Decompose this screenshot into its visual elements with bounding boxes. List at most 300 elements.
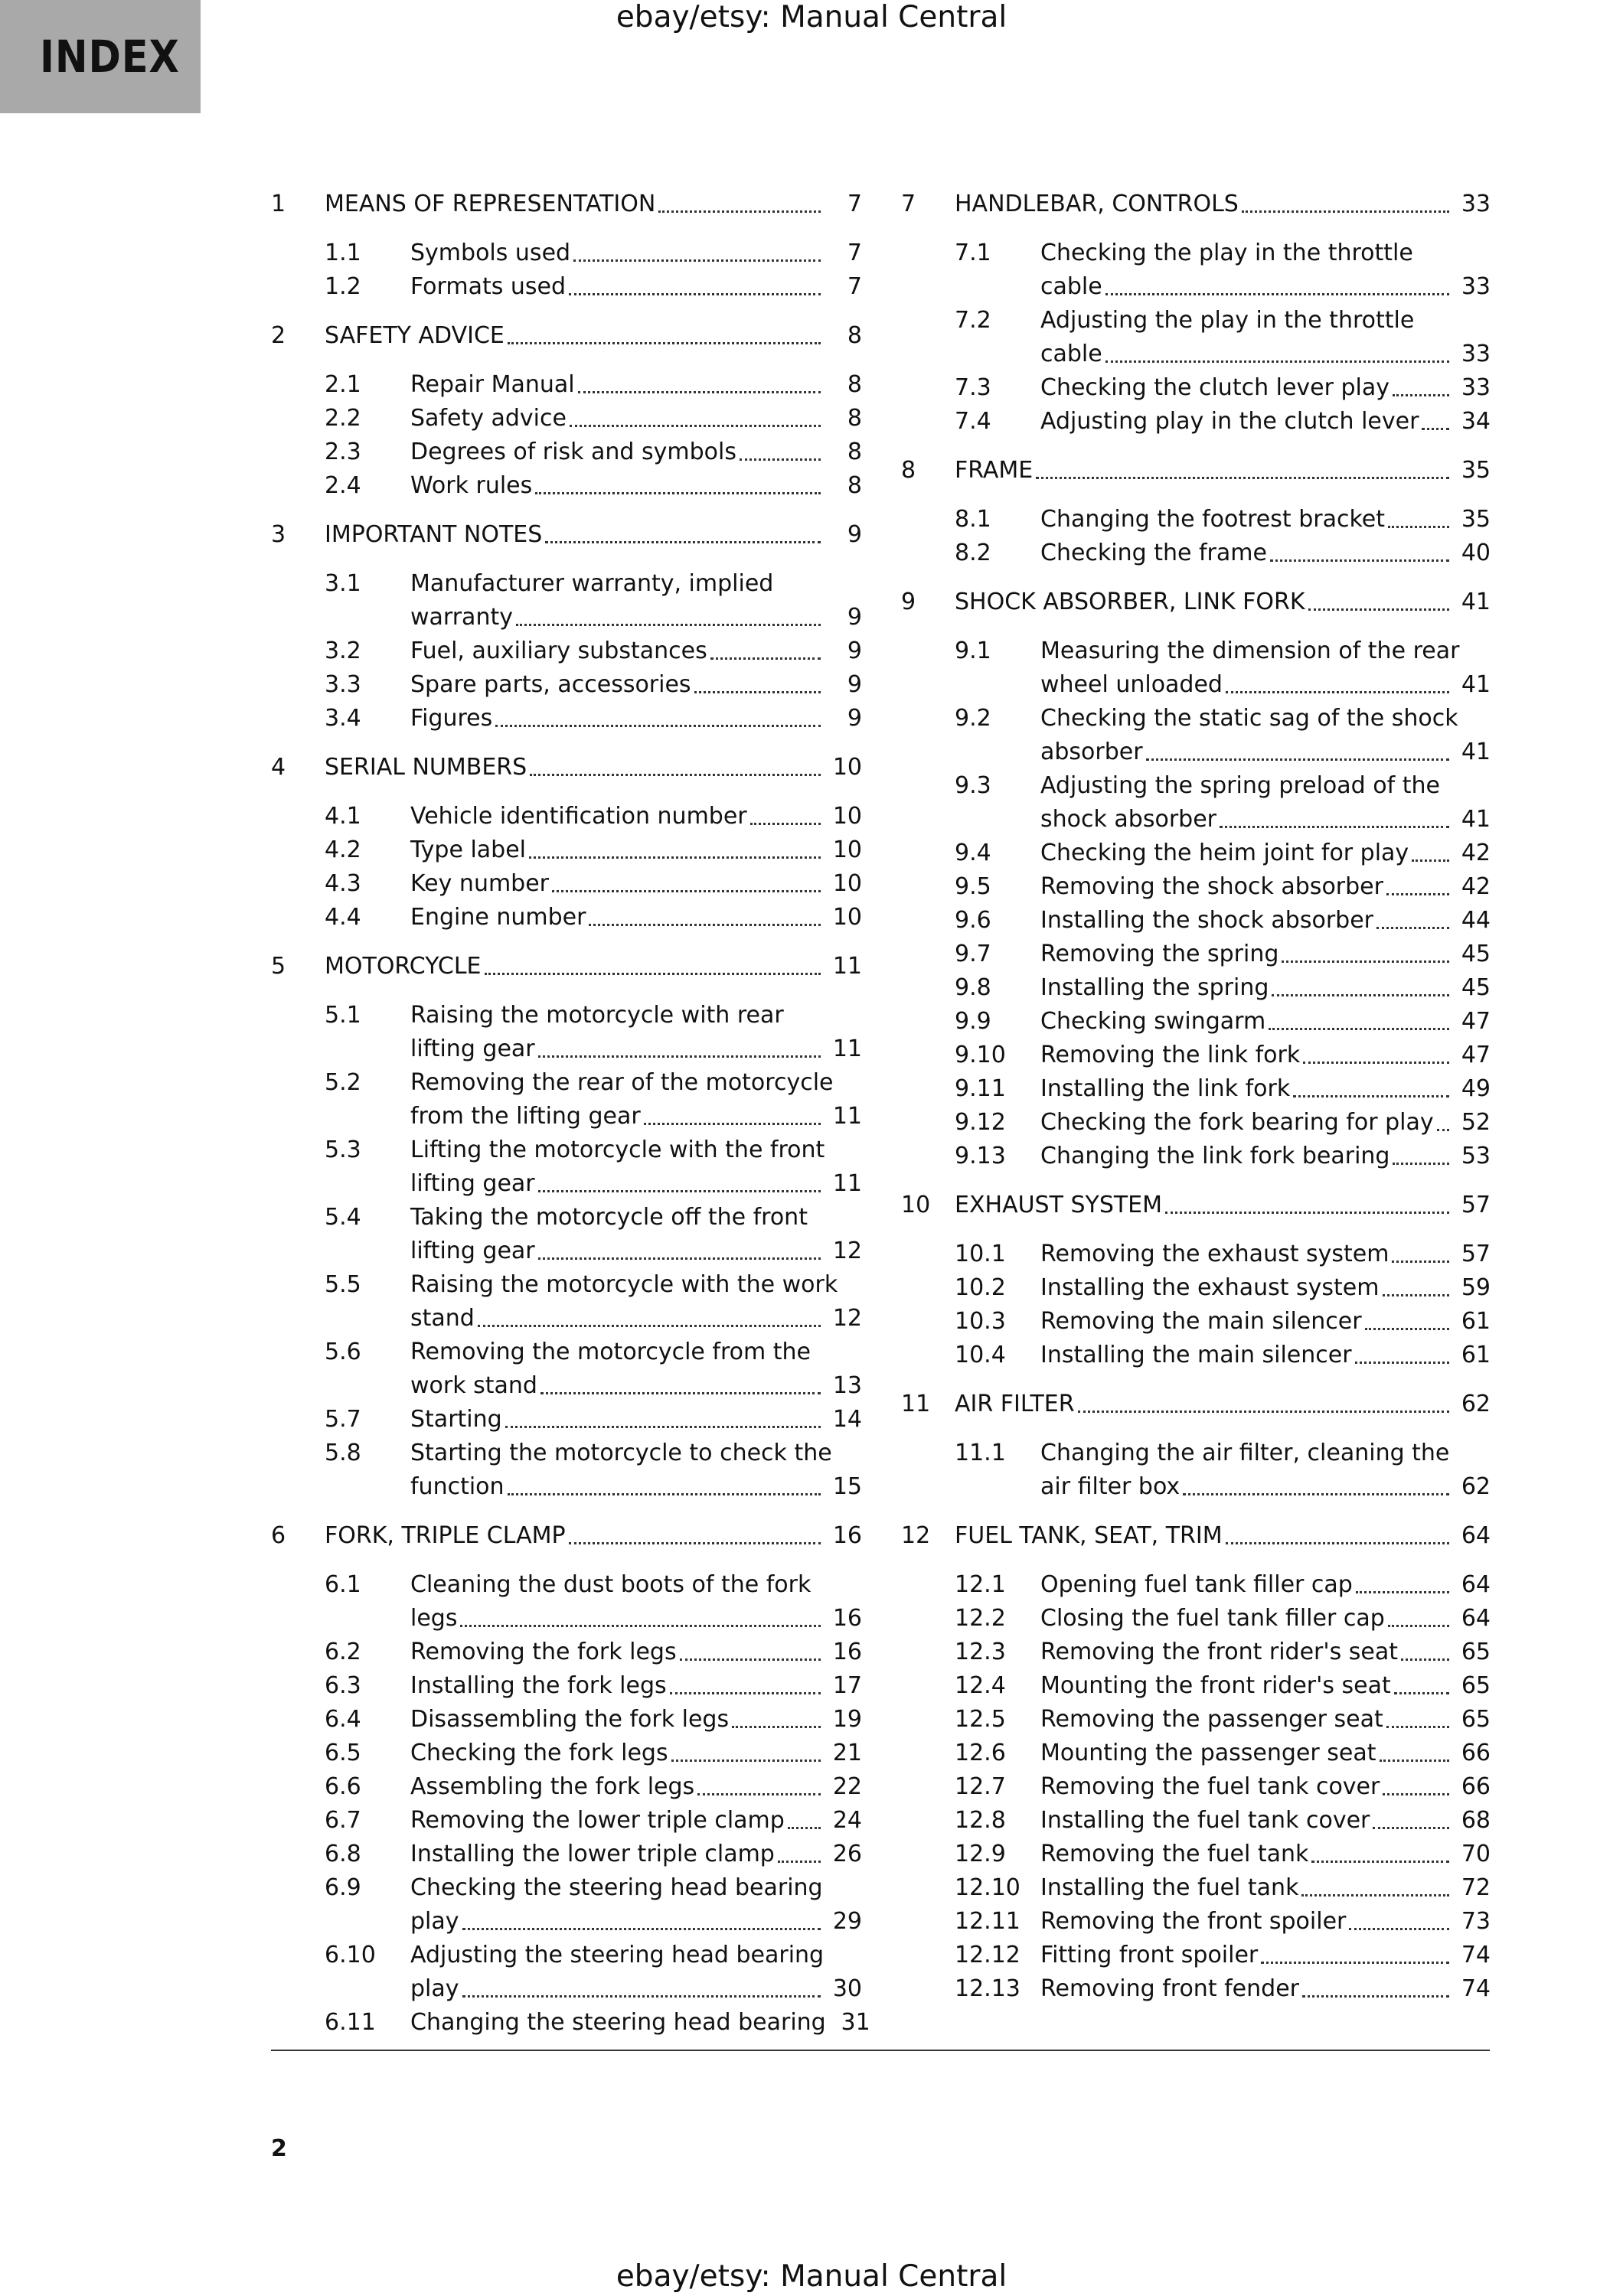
toc-section[interactable]	[955, 769, 1491, 837]
toc-section[interactable]	[325, 867, 862, 901]
toc-line	[325, 518, 862, 552]
toc-section[interactable]	[325, 567, 862, 634]
section-title	[410, 1133, 862, 1201]
section-title	[410, 1703, 862, 1737]
toc-line	[410, 867, 862, 901]
toc-line	[410, 800, 862, 833]
toc-section[interactable]	[325, 1770, 862, 1804]
toc-section[interactable]	[955, 938, 1491, 971]
section-title	[410, 469, 862, 503]
section-number: 12.6	[955, 1740, 1006, 1766]
toc-section[interactable]	[325, 368, 862, 402]
toc-section[interactable]	[955, 503, 1491, 536]
dot-leader	[1270, 559, 1449, 562]
toc-section[interactable]	[325, 236, 862, 270]
toc-section[interactable]	[955, 904, 1491, 938]
dot-leader	[1105, 293, 1449, 295]
toc-section[interactable]	[325, 1437, 862, 1504]
section-number: 4.1	[325, 803, 361, 830]
toc-line	[1040, 503, 1491, 536]
chapter-title	[955, 1519, 1491, 1553]
section-title	[1040, 870, 1491, 904]
toc-line	[410, 833, 862, 867]
toc-chapter[interactable]	[271, 518, 862, 552]
toc-line-text: warranty	[410, 604, 513, 631]
toc-page-number: 41	[1461, 806, 1491, 833]
section-number: 6.7	[325, 1807, 361, 1834]
toc-line	[410, 1268, 862, 1302]
section-number: 9.4	[955, 840, 991, 866]
toc-line-text: Removing the rear of the motorcycle	[410, 1069, 834, 1096]
toc-page-number: 22	[832, 1773, 862, 1800]
dot-leader	[538, 1190, 821, 1192]
toc-line	[955, 1519, 1491, 1553]
section-title	[1040, 1636, 1491, 1669]
toc-line-text: Installing the fuel tank cover	[1040, 1807, 1370, 1834]
toc-line	[410, 668, 862, 702]
toc-section[interactable]	[955, 1972, 1491, 2006]
toc-page-number: 16	[832, 1639, 862, 1665]
toc-section[interactable]	[955, 1039, 1491, 1072]
dot-leader	[1078, 1411, 1449, 1413]
toc-section[interactable]	[955, 1804, 1491, 1838]
toc-section[interactable]	[955, 304, 1491, 371]
toc-section[interactable]	[325, 402, 862, 435]
toc-section[interactable]	[955, 236, 1491, 304]
toc-line-text: Degrees of risk and symbols	[410, 439, 736, 465]
toc-line	[1040, 938, 1491, 971]
toc-line	[1040, 702, 1491, 735]
toc-section[interactable]	[955, 1602, 1491, 1636]
section-title	[410, 901, 862, 934]
toc-section[interactable]	[955, 1905, 1491, 1939]
toc-line-text: Removing the motorcycle from the	[410, 1339, 812, 1365]
chapter-page-number: 10	[832, 754, 862, 781]
section-title	[1040, 904, 1491, 938]
toc-section[interactable]	[955, 1636, 1491, 1669]
section-title	[1040, 1905, 1491, 1939]
dot-leader	[529, 856, 821, 859]
dot-leader	[680, 1658, 821, 1661]
toc-chapter[interactable]	[271, 751, 862, 784]
toc-page-number: 29	[832, 1908, 862, 1935]
toc-section[interactable]	[955, 371, 1491, 405]
toc-section[interactable]	[325, 702, 862, 735]
toc-line-text: Removing the link fork	[1040, 1042, 1301, 1068]
dot-leader	[1261, 1962, 1449, 1964]
section-number: 6.3	[325, 1672, 361, 1699]
toc-line-text: lifting gear	[410, 1238, 535, 1264]
dot-leader	[697, 1793, 821, 1795]
chapter-page-number: 62	[1461, 1391, 1491, 1417]
chapter-spacer	[901, 570, 1491, 585]
section-number: 6.6	[325, 1773, 361, 1800]
section-number: 10.2	[955, 1274, 1006, 1301]
section-number: 12.5	[955, 1706, 1006, 1733]
toc-page-number: 9	[847, 604, 862, 631]
toc-section[interactable]	[955, 405, 1491, 439]
chapter-title-text: IMPORTANT NOTES	[325, 521, 543, 548]
section-title	[1040, 405, 1491, 439]
toc-line-text: function	[410, 1473, 505, 1500]
toc-line	[1040, 338, 1491, 371]
section-title	[1040, 837, 1491, 870]
toc-page-number: 10	[832, 904, 862, 931]
toc-line	[1040, 837, 1491, 870]
dot-leader	[530, 774, 821, 776]
toc-page-number: 12	[832, 1305, 862, 1332]
toc-section[interactable]	[955, 1770, 1491, 1804]
chapter-spacer	[271, 735, 862, 751]
section-number: 12.2	[955, 1605, 1006, 1632]
toc-line	[1040, 1305, 1491, 1339]
toc-line	[325, 950, 862, 983]
chapter-title-text: EXHAUST SYSTEM	[955, 1192, 1163, 1218]
toc-line	[1040, 1140, 1491, 1173]
toc-page-number: 7	[847, 273, 862, 300]
toc-section[interactable]	[955, 971, 1491, 1005]
toc-line	[1040, 735, 1491, 769]
section-number: 5.4	[325, 1204, 361, 1231]
toc-section[interactable]	[325, 1336, 862, 1403]
section-title	[410, 402, 862, 435]
toc-line-text: Removing front fender	[1040, 1975, 1299, 2002]
toc-chapter[interactable]	[901, 585, 1491, 619]
toc-line-text: Manufacturer warranty, implied	[410, 570, 774, 597]
section-title	[410, 1336, 862, 1403]
chapter-number: 6	[271, 1522, 286, 1549]
section-title	[410, 1770, 862, 1804]
section-title	[1040, 1972, 1491, 2006]
toc-line-text: Removing the fuel tank cover	[1040, 1773, 1380, 1800]
index-tab	[0, 0, 201, 113]
toc-page-number: 33	[1461, 273, 1491, 300]
toc-line-text: Mounting the passenger seat	[1040, 1740, 1376, 1766]
toc-line-text: cable	[1040, 341, 1102, 367]
section-title	[410, 1066, 862, 1133]
section-number: 9.9	[955, 1008, 991, 1035]
toc-section[interactable]	[955, 1005, 1491, 1039]
dot-leader	[508, 342, 821, 344]
toc-section[interactable]	[955, 1703, 1491, 1737]
dot-leader	[1356, 1591, 1449, 1593]
toc-section[interactable]	[955, 1305, 1491, 1339]
section-title	[410, 567, 862, 634]
toc-line	[1040, 1039, 1491, 1072]
chapter-number: 8	[901, 457, 916, 484]
toc-section[interactable]	[325, 2006, 870, 2040]
toc-line-text: Removing the lower triple clamp	[410, 1807, 785, 1834]
toc-line	[1040, 904, 1491, 938]
toc-section[interactable]	[955, 1339, 1491, 1372]
dot-leader	[1272, 994, 1449, 996]
section-title	[410, 800, 862, 833]
dot-leader	[1373, 1827, 1449, 1829]
chapter-number: 4	[271, 754, 286, 781]
dot-leader	[778, 1861, 821, 1863]
toc-section[interactable]	[955, 1939, 1491, 1972]
toc-chapter[interactable]	[271, 950, 862, 983]
toc-page-number: 64	[1461, 1605, 1491, 1632]
toc-section[interactable]	[325, 1568, 862, 1636]
toc-line	[410, 435, 862, 469]
section-title	[410, 1201, 862, 1268]
section-title	[1040, 1437, 1491, 1504]
toc-page-number: 62	[1461, 1473, 1491, 1500]
toc-page-number: 73	[1461, 1908, 1491, 1935]
toc-line	[325, 319, 862, 353]
section-title	[1040, 1602, 1491, 1636]
toc-page-number: 17	[832, 1672, 862, 1699]
toc-section[interactable]	[325, 1403, 862, 1437]
toc-section[interactable]	[955, 1140, 1491, 1173]
section-number: 6.2	[325, 1639, 361, 1665]
toc-section[interactable]	[325, 1636, 862, 1669]
toc-line	[410, 1403, 862, 1437]
section-number: 7.2	[955, 307, 991, 334]
toc-line-text: lifting gear	[410, 1170, 535, 1197]
toc-page-number: 10	[832, 803, 862, 830]
toc-page-number: 66	[1461, 1773, 1491, 1800]
toc-section[interactable]	[955, 634, 1491, 702]
toc-chapter[interactable]	[901, 188, 1491, 221]
toc-page-number: 34	[1461, 408, 1491, 435]
section-title	[1040, 1703, 1491, 1737]
dot-leader	[658, 210, 821, 213]
toc-line-text: Taking the motorcycle off the front	[410, 1204, 808, 1231]
section-title	[410, 368, 862, 402]
toc-page-number: 9	[847, 705, 862, 732]
toc-line	[410, 1636, 862, 1669]
toc-line	[410, 901, 862, 934]
section-title	[410, 1838, 862, 1871]
dot-leader	[538, 1055, 821, 1058]
toc-page-number: 72	[1461, 1874, 1491, 1901]
section-title	[1040, 1871, 1491, 1905]
toc-line-text: Checking the fork legs	[410, 1740, 668, 1766]
toc-page-number: 65	[1461, 1672, 1491, 1699]
dot-leader	[1165, 1212, 1449, 1214]
section-title	[1040, 1238, 1491, 1271]
toc-section[interactable]	[325, 1939, 862, 2006]
section-title	[410, 1804, 862, 1838]
section-title	[1040, 971, 1491, 1005]
toc-line	[1040, 1568, 1491, 1602]
toc-page-number: 68	[1461, 1807, 1491, 1834]
section-title	[410, 999, 862, 1066]
toc-section[interactable]	[325, 1669, 862, 1703]
dot-leader	[508, 1493, 821, 1495]
toc-line-text: Installing the exhaust system	[1040, 1274, 1380, 1301]
dot-leader	[1282, 960, 1449, 963]
toc-line-text: Checking the heim joint for play	[1040, 840, 1409, 866]
toc-line-text: Starting	[410, 1406, 502, 1433]
toc-section[interactable]	[955, 1871, 1491, 1905]
toc-line	[410, 1568, 862, 1602]
toc-line	[410, 999, 862, 1032]
toc-chapter[interactable]	[901, 1519, 1491, 1553]
toc-line-text: Changing the air filter, cleaning the	[1040, 1440, 1450, 1466]
toc-chapter[interactable]	[901, 454, 1491, 488]
dot-leader	[1401, 1658, 1449, 1661]
toc-line	[955, 1189, 1491, 1222]
toc-section[interactable]	[325, 1066, 862, 1133]
toc-line	[1040, 1838, 1491, 1871]
toc-section[interactable]	[955, 1437, 1491, 1504]
toc-section[interactable]	[325, 1737, 862, 1770]
toc-chapter[interactable]	[271, 1519, 862, 1553]
dot-leader	[694, 691, 821, 693]
toc-line-text: Checking the steering head bearing	[410, 1874, 823, 1901]
toc-line	[410, 1336, 862, 1369]
section-number: 7.1	[955, 240, 991, 266]
toc-page-number: 45	[1461, 941, 1491, 967]
toc-page-number: 13	[832, 1372, 862, 1399]
toc-line-text: Changing the link fork bearing	[1040, 1143, 1390, 1169]
section-title	[410, 702, 862, 735]
dot-leader	[495, 725, 821, 727]
section-number: 9.6	[955, 907, 991, 934]
chapter-number: 9	[901, 589, 916, 615]
toc-line	[1040, 1636, 1491, 1669]
section-number: 9.8	[955, 974, 991, 1001]
toc-section[interactable]	[325, 800, 862, 833]
toc-section[interactable]	[955, 1072, 1491, 1106]
chapter-number: 3	[271, 521, 286, 548]
toc-line-text: Checking the frame	[1040, 540, 1267, 566]
section-number: 9.3	[955, 772, 991, 799]
section-number: 5.1	[325, 1002, 361, 1029]
toc-section[interactable]	[325, 1871, 862, 1939]
toc-line-text: Installing the shock absorber	[1040, 907, 1373, 934]
toc-line-text: Removing the front spoiler	[1040, 1908, 1347, 1935]
toc-section[interactable]	[955, 1238, 1491, 1271]
toc-page-number: 41	[1461, 671, 1491, 698]
section-number: 5.3	[325, 1137, 361, 1163]
toc-page-number: 19	[832, 1706, 862, 1733]
toc-section[interactable]	[325, 435, 862, 469]
toc-section[interactable]	[955, 1568, 1491, 1602]
toc-section[interactable]	[955, 837, 1491, 870]
toc-section[interactable]	[325, 1133, 862, 1201]
toc-section[interactable]	[955, 1669, 1491, 1703]
toc-page-number: 33	[1461, 341, 1491, 367]
dot-leader	[569, 293, 821, 295]
toc-line	[410, 1703, 862, 1737]
toc-section[interactable]	[325, 270, 862, 304]
toc-section[interactable]	[325, 1268, 862, 1336]
toc-page-number: 12	[832, 1238, 862, 1264]
dot-leader	[1412, 859, 1449, 862]
section-number: 9.11	[955, 1075, 1006, 1102]
toc-line	[955, 188, 1491, 221]
section-number: 3.3	[325, 671, 361, 698]
section-number: 7.4	[955, 408, 991, 435]
dot-leader	[478, 1325, 821, 1327]
toc-line-text: Adjusting the steering head bearing	[410, 1942, 825, 1968]
dot-leader	[1302, 1995, 1449, 1998]
toc-line	[410, 601, 862, 634]
chapter-title	[955, 188, 1491, 221]
chapter-page-number: 64	[1461, 1522, 1491, 1549]
section-number: 10.3	[955, 1308, 1006, 1335]
toc-section[interactable]	[955, 1106, 1491, 1140]
toc-line-text: Checking the static sag of the shock	[1040, 705, 1458, 732]
toc-chapter[interactable]	[271, 188, 862, 221]
toc-line-text: work stand	[410, 1372, 537, 1399]
toc-line-text: Type label	[410, 837, 526, 863]
toc-line-text: Fuel, auxiliary substances	[410, 638, 707, 664]
toc-line	[1040, 1339, 1491, 1372]
chapter-title-text: MEANS OF REPRESENTATION	[325, 191, 656, 217]
section-title	[1040, 536, 1491, 570]
section-title	[1040, 1737, 1491, 1770]
chapter-page-number: 11	[832, 953, 862, 980]
chapter-spacer	[271, 2040, 862, 2055]
toc-section[interactable]	[955, 1271, 1491, 1305]
toc-line-text: stand	[410, 1305, 475, 1332]
toc-chapter[interactable]	[271, 319, 862, 353]
toc-line	[410, 1201, 862, 1234]
chapter-title	[955, 454, 1491, 488]
toc-line	[410, 1770, 862, 1804]
chapter-number: 11	[901, 1391, 931, 1417]
section-title	[410, 1268, 862, 1336]
toc-section[interactable]	[325, 1703, 862, 1737]
toc-section[interactable]	[955, 1737, 1491, 1770]
section-number: 2.3	[325, 439, 361, 465]
toc-section[interactable]	[325, 1804, 862, 1838]
toc-section[interactable]	[325, 668, 862, 702]
toc-section[interactable]	[325, 469, 862, 503]
toc-section[interactable]	[955, 536, 1491, 570]
toc-section[interactable]	[325, 833, 862, 867]
chapter-spacer	[271, 503, 862, 518]
dot-leader	[1105, 360, 1449, 363]
toc-line	[1040, 803, 1491, 837]
toc-section[interactable]	[955, 1838, 1491, 1871]
toc-section[interactable]	[325, 999, 862, 1066]
footer-rule	[271, 2050, 1490, 2051]
section-title	[410, 1636, 862, 1669]
toc-section[interactable]	[325, 1838, 862, 1871]
chapter-title	[325, 1519, 862, 1553]
dot-leader	[485, 973, 821, 975]
section-title	[1040, 1271, 1491, 1305]
dot-leader	[552, 890, 821, 892]
dot-leader	[1308, 608, 1450, 611]
toc-line	[410, 1737, 862, 1770]
chapter-title-text: AIR FILTER	[955, 1391, 1075, 1417]
toc-section[interactable]	[325, 634, 862, 668]
toc-chapter[interactable]	[901, 1388, 1491, 1421]
toc-line	[955, 585, 1491, 619]
section-number: 9.5	[955, 873, 991, 900]
dot-leader	[1355, 1362, 1449, 1364]
toc-section[interactable]	[325, 1201, 862, 1268]
toc-section[interactable]	[955, 702, 1491, 769]
toc-chapter[interactable]	[901, 1189, 1491, 1222]
chapter-number: 12	[901, 1522, 931, 1549]
dot-leader	[1226, 1542, 1449, 1544]
dot-leader	[578, 391, 821, 393]
section-number: 5.6	[325, 1339, 361, 1365]
dot-leader	[1383, 1793, 1449, 1795]
toc-line	[410, 1302, 862, 1336]
toc-section[interactable]	[325, 901, 862, 934]
toc-page-number: 33	[1461, 374, 1491, 401]
toc-section[interactable]	[955, 870, 1491, 904]
